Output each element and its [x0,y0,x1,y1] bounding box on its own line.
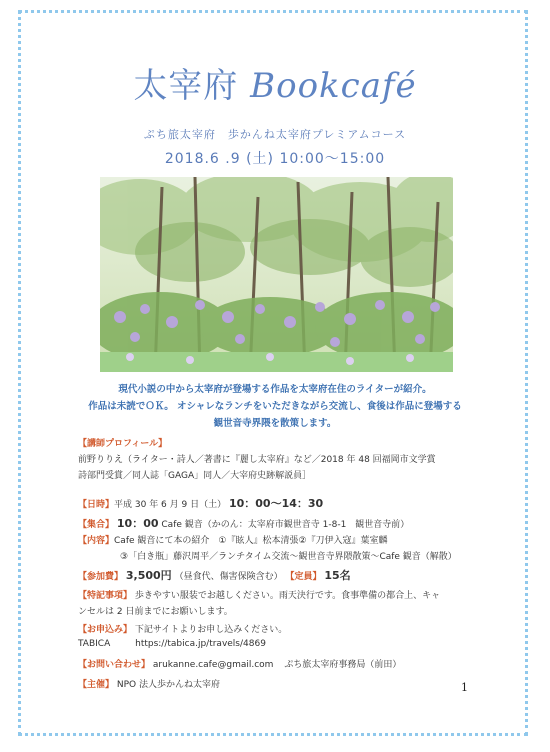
content-row [78,533,388,546]
page-title [0,58,550,107]
apply-site-name: TABICA [78,639,111,649]
meeting-text: Cafe 観音（かのん：太宰府市観世音寺 1-8-1 観世音寺前） [161,520,410,530]
intro-line-3: 観世音寺界隈を散策します。 [213,418,337,429]
datetime-text: 平成 30 年 6 月 9 日（土） [114,500,227,510]
contact-label: 【お問い合わせ】 [78,660,151,670]
fee-label: 【参加費】 [78,572,124,582]
intro-line-1: 現代小説の中から太宰府が登場する作品を太宰府在住のライターが紹介。 [118,384,432,395]
host-text: NPO 法人歩かんね太宰府 [116,680,220,690]
fee-note: （昼食代、傷害保険含む） [174,572,283,582]
datetime-time: 10：00～14：30 [228,497,324,510]
lecturer-line-2: 詩部門受賞／同人誌「GAGA」同人／大宰府史跡解説員］ [78,471,312,481]
notes-line-1: 歩きやすい服装でお越しください。雨天決行です。食事準備の都合上、キャ [134,591,441,601]
datetime-label: 【日時】 [78,500,115,510]
notes-line-2: ンセルは 2 日前までにお願いします。 [78,607,233,617]
apply-site-url[interactable]: https://tabica.jp/travels/4869 [135,639,266,649]
capacity-value: 15名 [324,569,351,582]
apply-site-row [78,639,266,649]
meeting-row [78,515,409,531]
apply-row [78,622,287,635]
contact-org: ぷち旅太宰府事務局（前田） [284,660,402,670]
fee-amount: 3,500円 [125,569,172,582]
event-datetime: 2018.6 .9 (土) 10:00～15:00 [164,151,386,167]
host-row [78,677,220,690]
contact-row [78,657,401,670]
fee-row [78,567,351,583]
hydrangea-forest-photo [100,177,453,372]
title-latin: Bookcafé [250,66,417,106]
content-line-1: Cafe 観音にて本の紹介 ①『眩人』松本清張②『刀伊入寇』葉室麟 [114,536,388,546]
notes-label: 【特記事項】 [78,591,133,601]
datetime-row [78,495,323,511]
page-number: 1 [461,681,468,694]
contact-email[interactable]: arukanne.cafe@gmail.com [152,660,274,670]
apply-label: 【お申込み】 [78,625,133,635]
intro-line-2: 作品は未読でＯＫ。 オシャレなランチをいただきながら交流し、食後は作品に登場する [88,401,462,412]
title-kanji: 太宰府 [133,66,239,106]
notes-row [78,588,440,601]
meeting-label: 【集合】 [78,520,115,530]
content-label: 【内容】 [78,536,115,546]
meeting-time: 10：00 [116,517,159,530]
lecturer-label: 【講師プロフィール】 [78,439,168,449]
content-line-2: ③「白き瓶」藤沢周平／ランチタイム交流～観世音寺界隈散策～Cafe 観音（解散） [120,552,457,562]
apply-text: 下記サイトよりお申し込みください。 [134,625,288,635]
lecturer-line-1: 前野りりえ（ライター・詩人／著書に『麗し太宰府』など／2018 年 48 回福岡市文学賞 [78,455,436,465]
subtitle: ぷち旅太宰府 歩かんね太宰府プレミアムコース [143,128,407,141]
host-label: 【主催】 [78,680,115,690]
capacity-label: 【定員】 [285,572,322,582]
